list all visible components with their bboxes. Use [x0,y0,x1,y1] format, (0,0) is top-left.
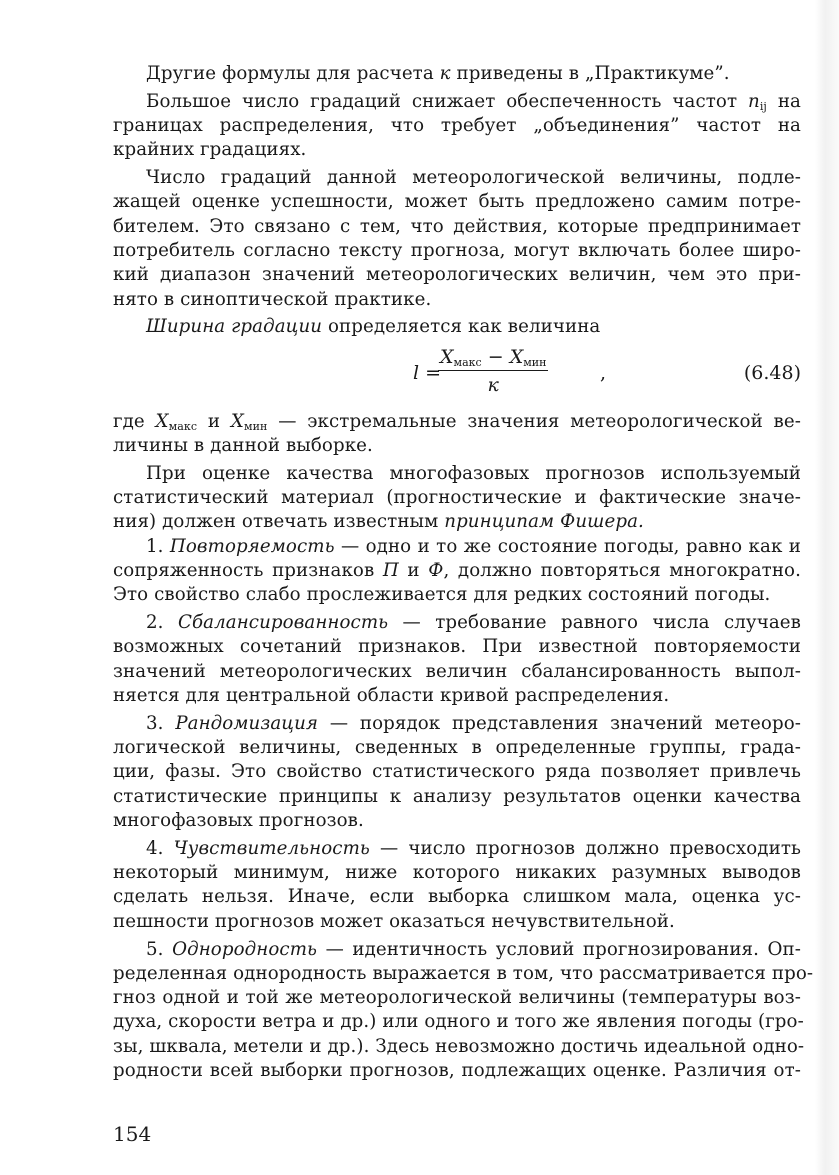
text-run: ределенная однородность выражается в том, что рассматривается про- [113,962,814,984]
text-line [113,462,801,486]
text-run: — число прогнозов должно превосходить [369,837,801,859]
sub-min: мин [523,355,547,369]
subscript: мин [243,419,268,433]
text-run: на [766,90,801,112]
text-run: Число градаций данной метеорологической величины, подле- [146,167,801,189]
text-line [113,410,801,434]
text-line [113,760,801,784]
text-run: личины в данной выборке. [113,435,373,457]
text-run: жащей оценке успешности, может быть предложено самим потре- [113,191,801,213]
text-line [113,736,801,760]
text-run: Это свойство слабо прослеживается для редких состояний погоды. [113,584,771,606]
text-run: гноз одной и той же метеорологической величины (температуры воз- [113,987,801,1009]
italic-term: Повторяемость [169,535,335,557]
text-run: — одно и то же состояние погоды, равно как и [334,535,801,557]
var-x: X [440,345,454,368]
text-line [113,114,801,138]
text-line [113,583,801,607]
text-line [113,315,801,339]
page-number: 154 [113,1122,152,1146]
text-run: потребитель согласно тексту прогноза, могут включать более широ- [113,240,801,262]
text-run: 5. [146,938,173,960]
text-run: зы, шквала, метели и др.). Здесь невозможно достичь идеальной одно- [113,1035,805,1057]
text-run: Другие формулы для расчета [146,63,440,84]
text-run: кий диапазон значений метеорологических величин, чем это при- [113,264,801,286]
text-run: и [398,560,429,582]
italic-term: Ширина градации [146,316,323,338]
italic-term: Чувствительность [173,837,370,859]
page-body [113,62,814,1083]
text-line [113,660,801,684]
text-run: , должно повторяться многократно. [443,560,801,582]
text-run: возможных сочетаний признаков. При известной повторяемости [113,636,801,658]
text-run: При оценке качества многофазовых прогнозов используемый [146,462,801,484]
text-line [113,910,801,934]
text-run: духа, скорости ветра и др.) или одного и того же явления погоды (гро- [113,1011,804,1033]
italic-term: n [747,90,760,112]
text-run: родности всей выборки прогнозов, подлежащих оценке. Различия от- [113,1059,801,1081]
text-line [113,861,801,885]
text-line [113,486,801,510]
text-run: где [113,410,156,432]
text-line [113,90,801,114]
subscript: макс [168,419,198,433]
subscript: ij [759,99,767,113]
formula-fraction [438,344,548,399]
text-line [113,635,801,659]
text-run: 2. [146,612,178,634]
text-run: и [197,410,231,432]
text-line [113,684,801,708]
text-line [113,962,814,986]
text-run: статистические принципы к анализу результатов оценки качества [113,785,801,807]
text-line [113,1059,801,1083]
text-line [113,938,801,962]
formula-numerator [438,344,548,371]
italic-term: Однородность [172,938,318,960]
text-line [113,785,801,809]
italic-term: X [230,410,244,432]
minus: − [481,345,510,368]
formula-6-48 [113,340,801,410]
text-run: приведены в „Практикуме”. [450,63,730,84]
italic-term: Сбалансированность [177,612,389,634]
text-run: определяется как величина [322,316,601,338]
text-line [113,239,801,263]
text-line [113,1035,805,1059]
text-run: нято в синоптической практике. [113,288,432,310]
text-run: ции, фазы. Это свойство статистического ряда позволяет привлечь [113,761,801,783]
text-line [113,166,801,190]
text-line [113,263,801,287]
text-run: сделать нельзя. Иначе, если выборка слишком мала, оценка ус- [113,886,801,908]
text-run: ния) должен отвечать известным [113,511,445,533]
text-line [113,434,801,458]
text-line [113,535,801,559]
text-line [113,559,801,583]
text-block-after-formula [113,410,814,1084]
text-line [113,837,801,861]
text-run: — порядок представления значений метеоро- [318,712,801,734]
text-run: пешности прогнозов может оказаться нечувствительной. [113,910,675,932]
formula-lhs: l = [413,361,442,384]
text-run: сопряженность признаков [113,560,383,582]
text-run: бителем. Это связано с тем, что действия, которые предпринимает [113,215,801,237]
text-line [113,62,801,86]
text-line [113,138,801,162]
text-run: — идентичность условий прогнозирования. Оп- [317,938,802,960]
text-run: некоторый минимум, ниже которого никаких разумных выводов [113,862,801,884]
italic-term: Ф [428,560,444,582]
italic-term: к [439,63,451,84]
text-run: 3. [146,712,176,734]
text-line [113,1010,804,1034]
text-line [113,809,801,833]
text-line [113,288,801,312]
text-run: крайних градациях. [113,139,307,161]
text-run: границах распределения, что требует „объединения” частот на [113,115,801,137]
text-line [113,986,801,1010]
text-line [113,190,801,214]
italic-term: П [382,560,399,582]
text-run: значений метеорологических величин сбалансированность выпол- [113,660,801,682]
sub-max: макс [453,355,482,369]
italic-term: X [155,410,169,432]
text-run: Большое число градаций снижает обеспеченность частот [146,90,748,112]
formula-comma: , [600,361,607,384]
text-run: 1. [146,535,170,557]
text-line [113,712,801,736]
text-run: няется для центральной области кривой распределения. [113,685,670,707]
text-line [113,215,801,239]
var-x: X [509,345,524,368]
italic-term: Рандомизация [175,712,319,734]
text-line [113,611,801,635]
text-line [113,510,801,534]
text-run: — экстремальные значения метеорологической ве- [267,410,801,432]
text-line [113,885,801,909]
italic-term: принципам Фишера. [444,511,644,533]
formula-denominator: к [487,373,499,396]
text-run: — требование равного числа случаев [388,612,801,634]
equation-number: (6.48) [743,361,801,384]
text-run: статистический материал (прогностические и фактические значе- [113,487,801,509]
text-run: 4. [146,837,174,859]
text-block-before-formula [113,62,801,340]
text-run: многофазовых прогнозов. [113,810,364,832]
text-run: логической величины, сведенных в определенные группы, града- [113,737,801,759]
